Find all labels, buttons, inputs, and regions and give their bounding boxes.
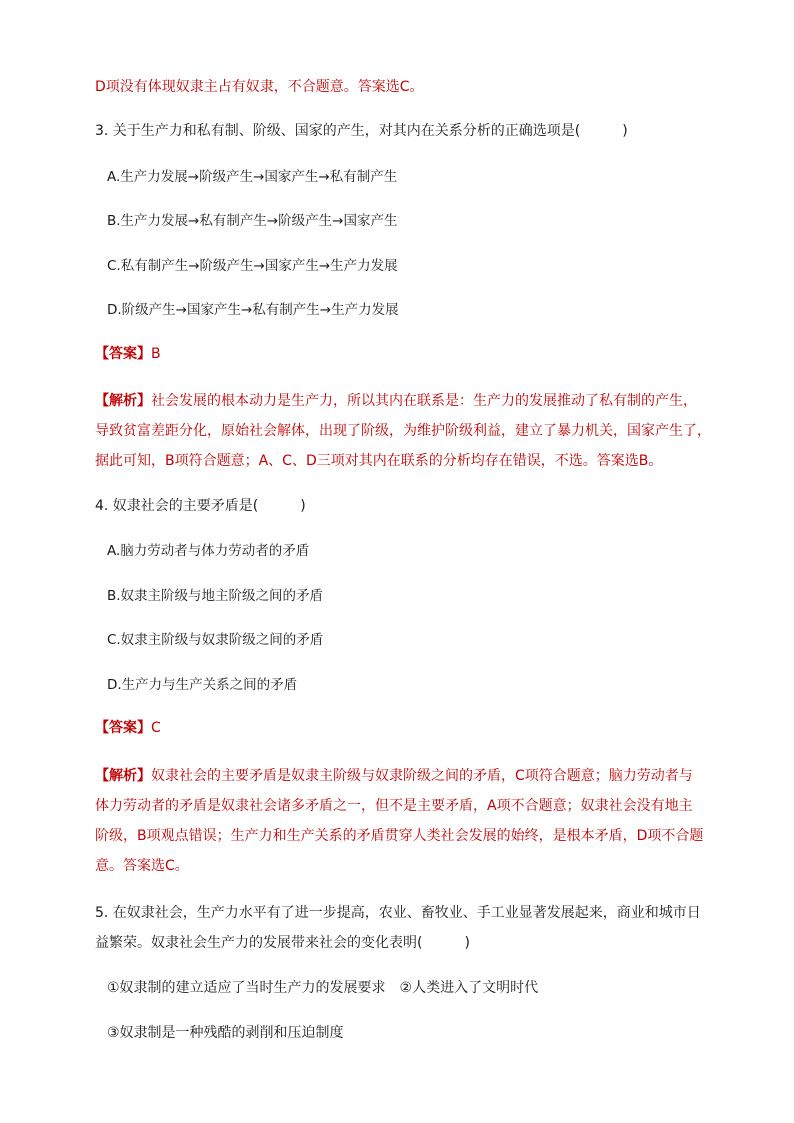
question-4-option-d: D.生产力与生产关系之间的矛盾 <box>107 677 298 693</box>
answer-label: 【答案】 <box>95 346 151 362</box>
question-3-analysis-line-1 <box>95 391 697 411</box>
question-4-option-c: C.奴隶主阶级与奴隶阶级之间的矛盾 <box>107 632 324 648</box>
question-4-option-b: B.奴隶主阶级与地主阶级之间的矛盾 <box>107 588 324 604</box>
question-4-answer <box>95 718 161 738</box>
analysis-label: 【解析】 <box>95 768 151 784</box>
question-4-analysis-line-1 <box>95 766 693 786</box>
question-3-option-a: A.生产力发展→阶级产生→国家产生→私有制产生 <box>107 169 398 185</box>
question-3-option-d: D.阶级产生→国家产生→私有制产生→生产力发展 <box>107 302 399 318</box>
question-5-item-line-1: ①奴隶制的建立适应了当时生产力的发展要求 ②人类进入了文明时代 <box>107 980 539 996</box>
question-4-analysis-line-3: 阶级，B项观点错误；生产力和生产关系的矛盾贯穿人类社会发展的始终，是根本矛盾，D项不合题 <box>95 828 704 844</box>
question-3-option-b: B.生产力发展→私有制产生→阶级产生→国家产生 <box>107 213 398 229</box>
answer-label: 【答案】 <box>95 720 151 736</box>
previous-analysis-tail: D项没有体现奴隶主占有奴隶，不合题意。答案选C。 <box>95 79 424 95</box>
question-3-answer <box>95 344 161 364</box>
answer-value: B <box>151 346 161 362</box>
analysis-text: 社会发展的根本动力是生产力，所以其内在联系是：生产力的发展推动了私有制的产生， <box>151 393 697 409</box>
question-4-option-a: A.脑力劳动者与体力劳动者的矛盾 <box>107 543 310 559</box>
analysis-text: 奴隶社会的主要矛盾是奴隶主阶级与奴隶阶级之间的矛盾，C项符合题意；脑力劳动者与 <box>151 768 693 784</box>
question-5-stem-line-2: 益繁荣。奴隶社会生产力的发展带来社会的变化表明( ) <box>95 935 470 951</box>
question-4-stem: 4. 奴隶社会的主要矛盾是( ) <box>95 498 306 514</box>
question-3-analysis-line-3: 据此可知，B项符合题意；A、C、D三项对其内在联系的分析均存在错误，不选。答案选B。 <box>95 453 663 469</box>
question-3-stem: 3. 关于生产力和私有制、阶级、国家的产生，对其内在关系分析的正确选项是( ) <box>95 123 628 139</box>
question-5-item-line-2: ③奴隶制是一种残酷的剥削和压迫制度 <box>107 1025 344 1041</box>
answer-value: C <box>151 720 161 736</box>
question-3-option-c: C.私有制产生→阶级产生→国家产生→生产力发展 <box>107 258 398 274</box>
analysis-label: 【解析】 <box>95 393 151 409</box>
question-5-stem-line-1: 5. 在奴隶社会，生产力水平有了进一步提高，农业、畜牧业、手工业显著发展起来，商业和城市日 <box>95 905 701 921</box>
question-4-analysis-line-2: 体力劳动者的矛盾是奴隶社会诸多矛盾之一，但不是主要矛盾，A项不合题意；奴隶社会没有地主 <box>95 798 693 814</box>
question-3-analysis-line-2: 导致贫富差距分化，原始社会解体，出现了阶级，为维护阶级利益，建立了暴力机关，国家产生了， <box>95 423 711 439</box>
question-4-analysis-line-4: 意。答案选C。 <box>95 858 189 874</box>
